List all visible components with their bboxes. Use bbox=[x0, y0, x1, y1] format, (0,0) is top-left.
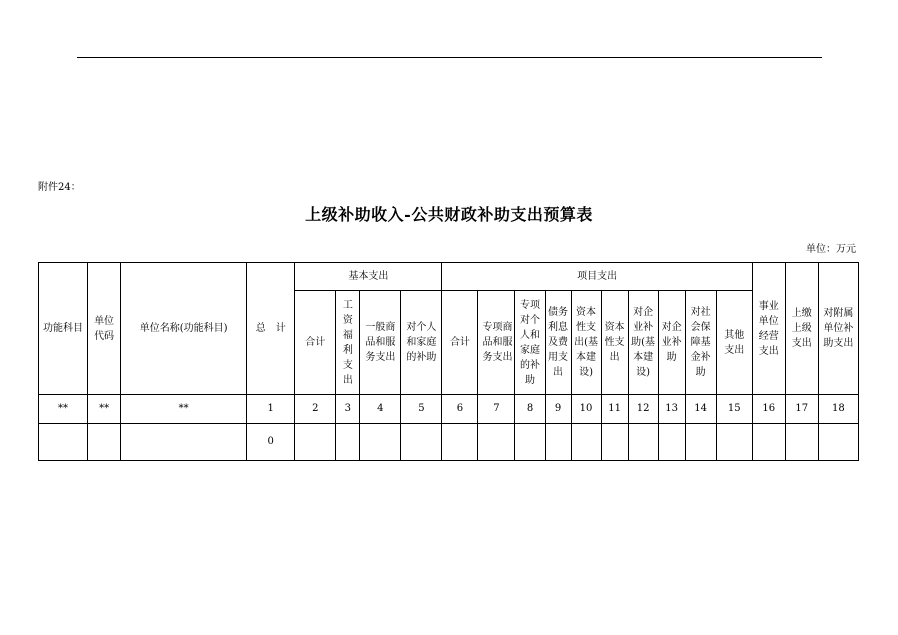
index-cell: 1 bbox=[247, 395, 295, 424]
index-cell: 15 bbox=[716, 395, 752, 424]
data-cell[interactable] bbox=[818, 424, 858, 461]
data-cell[interactable] bbox=[752, 424, 785, 461]
index-cell: ** bbox=[88, 395, 121, 424]
index-cell: 12 bbox=[628, 395, 658, 424]
attachment-label: 附件24： bbox=[38, 182, 81, 193]
header-basic-salary-text: 工资福利支出 bbox=[342, 299, 353, 386]
header-proj-capital-basic-text: 资本性支出(基本建设) bbox=[574, 307, 598, 378]
index-cell: 5 bbox=[401, 395, 442, 424]
header-basic-salary bbox=[336, 291, 360, 395]
index-cell: 7 bbox=[478, 395, 515, 424]
header-proj-other-text: 其他支出 bbox=[724, 329, 745, 356]
data-cell[interactable] bbox=[121, 424, 247, 461]
header-proj-social-text: 对社会保障基金补助 bbox=[690, 307, 711, 378]
header-unit-code bbox=[88, 263, 121, 395]
data-cell[interactable] bbox=[88, 424, 121, 461]
data-cell[interactable] bbox=[785, 424, 818, 461]
header-proj-capital-basic bbox=[571, 291, 601, 395]
header-business-expense bbox=[752, 263, 785, 395]
budget-table bbox=[38, 262, 859, 461]
header-basic-personal-text: 对个人和家庭的补助 bbox=[406, 322, 437, 363]
index-cell: 18 bbox=[818, 395, 858, 424]
data-cell[interactable] bbox=[628, 424, 658, 461]
header-affiliate-subsidy-text: 对附属单位补助支出 bbox=[823, 308, 854, 349]
data-cell[interactable] bbox=[360, 424, 401, 461]
index-cell: 2 bbox=[295, 395, 336, 424]
data-cell[interactable] bbox=[716, 424, 752, 461]
header-total: 总 计 bbox=[247, 263, 295, 395]
header-proj-enterprise-basic bbox=[628, 291, 658, 395]
header-row-group bbox=[39, 263, 859, 291]
header-basic-total: 合计 bbox=[295, 291, 336, 395]
index-cell: 4 bbox=[360, 395, 401, 424]
unit-label: 单位：万元 bbox=[806, 244, 856, 255]
index-cell: 17 bbox=[785, 395, 818, 424]
header-upper-payment bbox=[785, 263, 818, 395]
header-basic-group: 基本支出 bbox=[295, 263, 442, 291]
header-upper-payment-text: 上缴上级支出 bbox=[791, 308, 812, 349]
header-proj-other bbox=[716, 291, 752, 395]
header-project-group: 项目支出 bbox=[442, 263, 752, 291]
header-rule bbox=[77, 57, 822, 58]
index-cell: 3 bbox=[336, 395, 360, 424]
index-cell: 11 bbox=[601, 395, 628, 424]
data-cell[interactable] bbox=[685, 424, 716, 461]
header-func-subject: 功能科目 bbox=[39, 263, 88, 395]
header-proj-goods-text: 专项商品和服务支出 bbox=[482, 322, 513, 363]
index-cell: 13 bbox=[658, 395, 685, 424]
index-cell: ** bbox=[121, 395, 247, 424]
header-proj-enterprise-text: 对企业补助 bbox=[661, 322, 682, 363]
header-proj-personal bbox=[515, 291, 545, 395]
data-cell[interactable] bbox=[601, 424, 628, 461]
index-cell: 10 bbox=[571, 395, 601, 424]
header-unit-code-text: 单位代码 bbox=[94, 315, 115, 342]
data-cell[interactable] bbox=[442, 424, 478, 461]
data-row bbox=[39, 424, 859, 461]
header-business-expense-text: 事业单位经营支出 bbox=[758, 300, 779, 357]
header-proj-social bbox=[685, 291, 716, 395]
index-cell: 9 bbox=[545, 395, 571, 424]
header-proj-enterprise bbox=[658, 291, 685, 395]
header-proj-enterprise-basic-text: 对企业补助(基本建设) bbox=[631, 307, 656, 378]
header-basic-personal bbox=[401, 291, 442, 395]
header-proj-total: 合计 bbox=[442, 291, 478, 395]
data-cell-total[interactable]: 0 bbox=[247, 424, 295, 461]
header-proj-capital-text: 资本性支出 bbox=[604, 322, 625, 363]
data-cell[interactable] bbox=[295, 424, 336, 461]
index-cell: 14 bbox=[685, 395, 716, 424]
header-unit-name: 单位名称(功能科目) bbox=[121, 263, 247, 395]
header-basic-goods-text: 一般商品和服务支出 bbox=[365, 322, 396, 363]
header-proj-capital bbox=[601, 291, 628, 395]
data-cell[interactable] bbox=[515, 424, 545, 461]
data-cell[interactable] bbox=[336, 424, 360, 461]
data-cell[interactable] bbox=[658, 424, 685, 461]
index-row bbox=[39, 395, 859, 424]
data-cell[interactable] bbox=[545, 424, 571, 461]
page-title: 上级补助收入-公共财政补助支出预算表 bbox=[305, 205, 593, 224]
header-affiliate-subsidy bbox=[818, 263, 858, 395]
index-cell: ** bbox=[39, 395, 88, 424]
header-proj-debt-text: 债务利息及费用支出 bbox=[548, 307, 569, 378]
header-proj-personal-text: 专项对个人和家庭的补助 bbox=[520, 299, 540, 386]
index-cell: 16 bbox=[752, 395, 785, 424]
data-cell[interactable] bbox=[571, 424, 601, 461]
data-cell[interactable] bbox=[401, 424, 442, 461]
index-cell: 6 bbox=[442, 395, 478, 424]
header-proj-goods bbox=[478, 291, 515, 395]
index-cell: 8 bbox=[515, 395, 545, 424]
header-proj-debt bbox=[545, 291, 571, 395]
data-cell[interactable] bbox=[478, 424, 515, 461]
header-basic-goods bbox=[360, 291, 401, 395]
data-cell[interactable] bbox=[39, 424, 88, 461]
